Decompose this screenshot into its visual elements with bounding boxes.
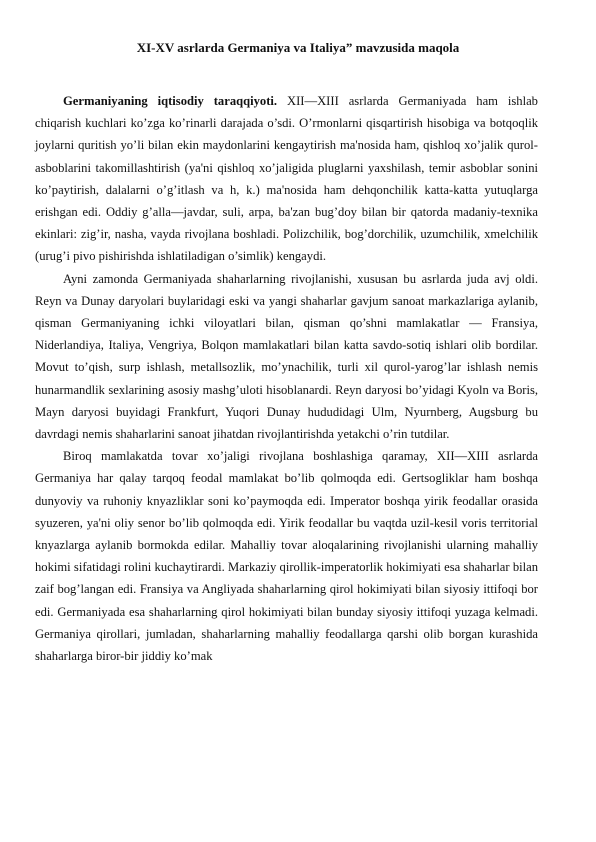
document-body bbox=[35, 90, 538, 667]
paragraph-text: XII—XIII asrlarda Germaniyada ham ishlab chiqarish kuchlari ko’zga ko’rinarli darajada o’sdi. O’rmonlarni qisqartirish hisobiga va botqoqlik joylarni quritish yo’li bilan ekin maydonlarini kengaytirish ma'nosida ham, qishloq xo’jalik qurol-asboblarini takomillashtirish (ya'ni qishloq xo’jaligida pluglarni yaxshilash, temir asboblar sonini ko’paytirish, dalalarni o’g’itlash va h, k.) ma'nosida ham dehqonchilik katta-katta yutuqlarga erishgan edi. Oddiy g’alla—javdar, suli, arpa, ba'zan bug’doy bilan bir qatorda madaniy-texnika ekinlari: zig’ir, nasha, vayda rivojlana boshladi. Polizchilik, bog’dorchilik, uzumchilik, xmelchilik (urug’i pivo pishirishda ishlatiladigan o’simlik) kengaydi. bbox=[35, 94, 538, 264]
paragraph-text: Biroq mamlakatda tovar xo’jaligi rivojlana boshlashiga qaramay, XII—XIII asrlarda Germaniya har qalay tarqoq feodal mamlakat bo’lib qolmoqda edi. Gertsogliklar ham boshqa dunyoviy va ruhoniy knyazliklar soni ko’paymoqda edi. Imperator boshqa yirik feodallar orasida syuzeren, ya'ni oliy senor bo’lib qolmoqda edi. Yirik feodallar bu vaqtda uzil-kesil voris territorial knyazlarga aylanib bormokda edilar. Mahalliy tovar aloqalarining rivojlanishi ularning mahalliy hokimi sifatidagi rolini kuchaytirardi. Markaziy qirollik-imperatorlik hokimiyati esa shaharlar bilan zaif bog’langan edi. Fransiya va Angliyada shaharlarning qirol hokimiyati bilan siyosiy ittifoqi bor edi. Germaniyada esa shaharlarning qirol hokimiyati bilan bunday siyosiy ittifoqi yuzaga kelmadi. Germaniya qirollari, jumladan, shaharlarning mahalliy feodallarga qarshi olib borgan kurashida shaharlarga biror-bir jiddiy ko’mak bbox=[35, 449, 538, 664]
paragraph-lead-heading: Germaniyaning iqtisodiy taraqqiyoti. bbox=[63, 94, 278, 108]
document-title: XI-XV asrlarda Germaniya va Italiya” mavzusida maqola bbox=[136, 40, 460, 55]
paragraph-economy bbox=[35, 90, 538, 268]
paragraph-text: Ayni zamonda Germaniyada shaharlarning rivojlanishi, xususan bu asrlarda juda avj oldi. Reyn va Dunay daryolari buylaridagi eski va yangi shaharlar gavjum sanoat markazlariga aylanib, qisman Germaniyaning ichki viloyatlari bilan, qisman qo’shni mamlakatlar — Fransiya, Niderlandiya, Italiya, Vengriya, Bolqon mamlakatlari bilan katta savdo-sotiq ishlari olib bordilar. Movut to’qish, surp ishlash, metallsozlik, mo’ynachilik, turli xil qurol-yarog’lar ishlash nemis hunarmandlik sexlarining asosiy mashg’uloti hisoblanardi. Reyn daryosi bo’yidagi Kyoln va Boris, Mayn daryosi buyidagi Frankfurt, Yuqori Dunay hududidagi Ulm, Nyurnberg, Augsburg bu davrdagi nemis shaharlarini sanoat jihatdan rivojlantirishda yetakchi o’rin tutdilar. bbox=[35, 271, 538, 442]
paragraph-cities bbox=[35, 268, 538, 446]
paragraph-feudal bbox=[35, 445, 538, 667]
